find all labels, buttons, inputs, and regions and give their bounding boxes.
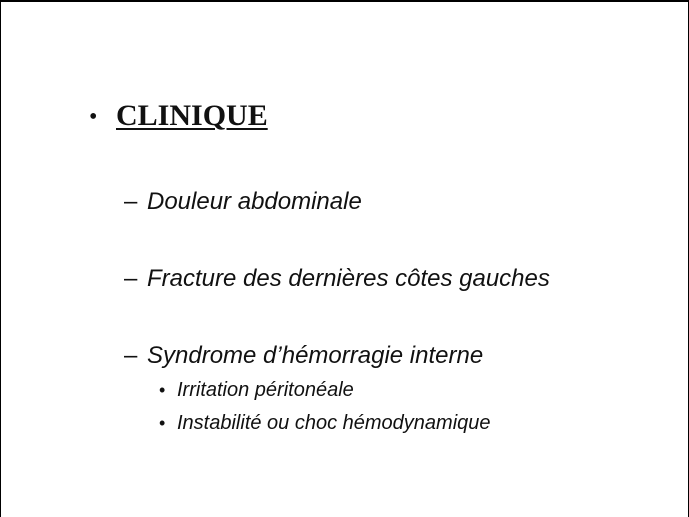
dash-marker: – [124,265,138,292]
list-item-fracture: Fracture des dernières côtes gauches [147,265,550,292]
list-item-syndrome: Syndrome d’hémorragie interne [147,342,484,369]
slide-heading: CLINIQUE [116,99,268,132]
dash-marker: – [124,188,138,215]
list-item-douleur: Douleur abdominale [147,188,362,215]
sublist-item-irritation: Irritation péritonéale [177,379,354,401]
dash-marker: – [124,342,138,369]
sub-bullet: • [159,380,166,400]
heading-bullet: • [89,104,98,130]
sub-bullet: • [159,413,166,433]
sublist-item-instabilite: Instabilité ou choc hémodynamique [177,412,491,434]
